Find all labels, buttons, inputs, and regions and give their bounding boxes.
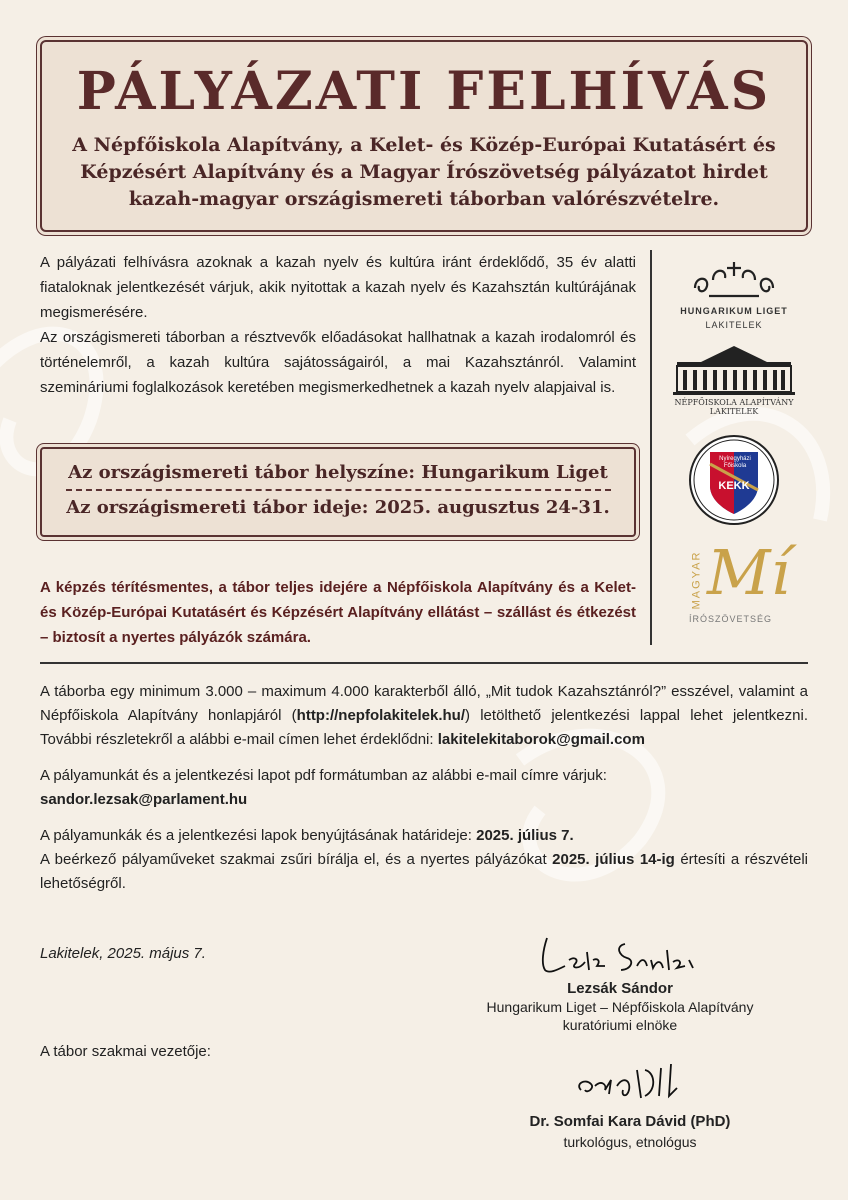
page-subtitle: A Népfőiskola Alapítvány, a Kelet- és Közép-Európai Kutatásért és Képzésért Alapítvány és a Magyar Írószövetség pályázatot hirdet kazah-magyar országismereti táborban valórészvételre. [72, 134, 776, 210]
submission-email[interactable]: sandor.lezsak@parlament.hu [40, 791, 248, 808]
horizontal-divider [40, 662, 808, 664]
hungarikum-name: HUNGARIKUM LIGET [680, 306, 788, 316]
submission-text: A pályamunkát és a jelentkezési lapot pdf formátumban az alábbi e-mail címre várjuk: [40, 767, 607, 784]
page-title: PÁLYÁZATI FELHÍVÁS [76, 61, 772, 122]
deadline-paragraph [40, 824, 808, 896]
website-link[interactable]: http://nepfolakitelek.hu/ [296, 707, 465, 724]
nepfoiskola-logo [660, 344, 808, 416]
venue-location: Az országismereti tábor helyszíne: Hungarikum Liget [68, 462, 608, 483]
venue-box [40, 447, 636, 537]
hungarikum-place: LAKITELEK [705, 320, 763, 330]
application-text-2: ) letölthető jelentkezési lappal lehet jelentkezni. További részletekről a alábbi e-mail címen lehet érdeklődni: [40, 707, 808, 748]
place-date: Lakitelek, 2025. május 7. [40, 945, 206, 962]
signature-icon [545, 1050, 715, 1112]
signer-2-name: Dr. Somfai Kara Dávid (PhD) [529, 1113, 731, 1130]
application-section [40, 680, 808, 908]
dashed-divider [66, 489, 611, 491]
notification-date: 2025. július 14-ig [552, 851, 675, 868]
hungarikum-logo [660, 258, 808, 330]
miro-vertical-text: MAGYAR [690, 550, 703, 610]
application-text-1: A táborba egy minimum 3.000 – maximum 4.000 karakterből álló, „Mit tudok Kazahsztánról?” esszével, valamint a Népfőiskola Alapítvány honlapjáról ( [40, 683, 808, 724]
signature-icon [535, 930, 705, 980]
submission-paragraph [40, 764, 808, 812]
signer-1-name: Lezsák Sándor [567, 980, 673, 997]
deadline-text: A pályamunkák és a jelentkezési lapok benyújtásának határideje: [40, 827, 477, 844]
kekk-label: KEKK [718, 480, 750, 492]
logo-column [660, 250, 808, 634]
header-box [40, 40, 808, 232]
signature-block-2 [460, 1050, 800, 1152]
intro-paragraph-2: Az országismereti táborban a résztvevők előadásokat hallhatnak a kazah irodalomról és történelemről, a kazah kultúra sajátosságairól, a mai Kazahsztánról. Valamint szemináriumi foglalkozások keretében megismerkedhetnek a kazah nyelv alapjaival is. [40, 329, 636, 396]
building-icon [671, 344, 797, 396]
miro-big-text: Mí [707, 536, 791, 609]
kekk-top-text: Nyíregyházi Főiskola [719, 456, 751, 469]
miro-bottom-text: ÍRÓSZÖVETSÉG [689, 614, 773, 624]
venue-dates: Az országismereti tábor ideje: 2025. augusztus 24-31. [66, 497, 610, 518]
intro-section [40, 250, 636, 400]
kekk-logo [688, 434, 780, 526]
ornament-icon [689, 258, 779, 300]
signature-block-1 [440, 930, 800, 1034]
nepfoiskola-place: LAKITELEK [709, 407, 759, 416]
nepfoiskola-name: NÉPFŐISKOLA ALAPÍTVÁNY [674, 398, 794, 407]
miro-logo [679, 536, 791, 634]
jury-text: A beérkező pályaműveket szakmai zsűri bírálja el, és a nyertes pályázókat [40, 851, 553, 868]
contact-email[interactable]: lakitelekitaborok@gmail.com [437, 731, 645, 748]
intro-paragraph-1: A pályázati felhívásra azoknak a kazah nyelv és kultúra iránt érdeklődő, 35 év alatti fiataloknak jelentkezését várjuk, akik nyitottak a kazah nyelv és Kazahsztán kultúrájának megismerésére. [40, 254, 636, 321]
leader-label: A tábor szakmai vezetője: [40, 1043, 211, 1060]
signer-2-role: turkológus, etnológus [563, 1134, 697, 1150]
signer-1-role-2: kuratóriumi elnöke [562, 1017, 678, 1033]
support-paragraph: A képzés térítésmentes, a tábor teljes idejére a Népfőiskola Alapítvány és a Kelet- és Közép-Európai Kutatásért és Képzésért Alapítvány ellátást – szállást és étkezést – biztosít a nyertes pályázók számára. [40, 579, 636, 646]
signer-1-role-1: Hungarikum Liget – Népfőiskola Alapítvány [486, 999, 754, 1015]
vertical-divider [650, 250, 652, 645]
deadline-date: 2025. július 7. [476, 827, 574, 844]
notification-text: értesíti a részvételi lehetőségről. [40, 851, 808, 892]
application-paragraph [40, 680, 808, 752]
